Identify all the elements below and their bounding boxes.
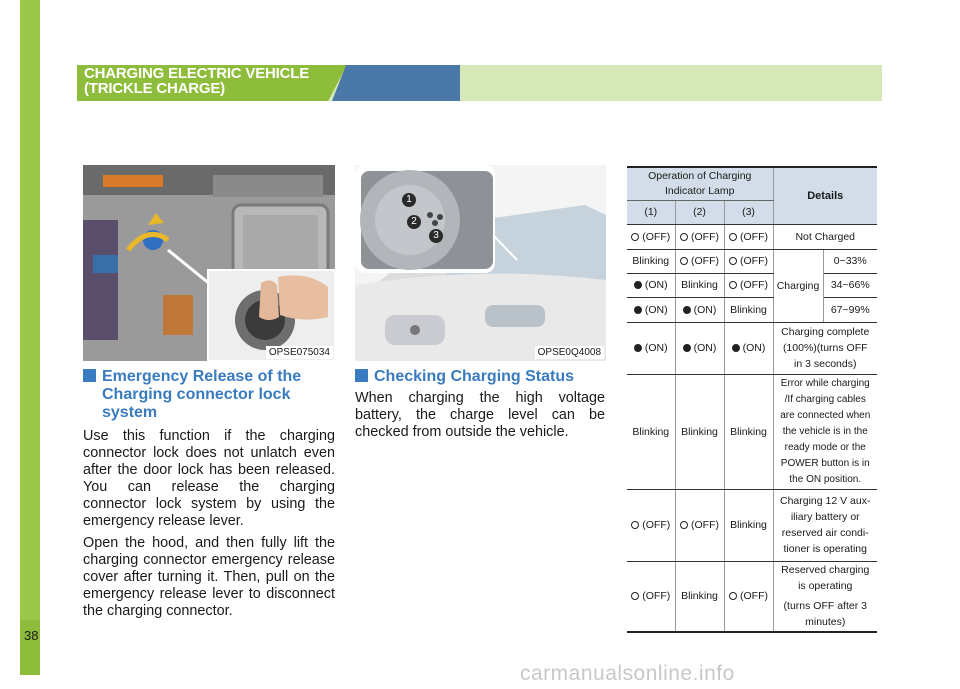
cell-pct-3: 67~99% (830, 303, 870, 316)
site-watermark: carmanualsonline.info (520, 662, 735, 685)
table-row-error (627, 374, 877, 489)
marker-2: 2 (407, 215, 421, 229)
cell-pct-2: 34~66% (824, 274, 878, 298)
charging-indicator-photo (355, 165, 606, 361)
cell-details: Reserved charging is operating (turns OFF after 3 minutes) (773, 561, 877, 632)
table-row-not-charged (627, 224, 877, 249)
emergency-release-illustration (83, 165, 335, 361)
off-indicator-icon (631, 592, 639, 600)
cell-lamp-off: (OFF) (675, 249, 724, 273)
on-indicator-icon (683, 306, 691, 314)
checking-status-body (355, 390, 605, 446)
off-indicator-icon (729, 257, 737, 265)
left-photo-caption: OPSE075034 (266, 346, 333, 359)
cell-lamp-blinking: Blinking (627, 249, 675, 273)
cell-lamp-on: (ON) (724, 322, 773, 374)
section-bullet-icon (83, 369, 96, 382)
cell-lamp-off: (OFF) (627, 561, 675, 632)
cell-lamp-blinking: Blinking (724, 298, 773, 322)
table-row-reserved (627, 561, 877, 632)
emergency-title-line3: system (102, 404, 158, 421)
off-indicator-icon (729, 281, 737, 289)
cell-lamp-blinking: Blinking (675, 374, 724, 489)
off-indicator-icon (729, 592, 737, 600)
cell-lamp-off: (OFF) (724, 561, 773, 632)
cell-charging-group (773, 249, 877, 322)
cell-lamp-on: (ON) (627, 273, 675, 297)
off-indicator-icon (680, 257, 688, 265)
checking-status-title (355, 368, 607, 386)
cell-charging-label: Charging (774, 250, 824, 322)
table-row-complete (627, 322, 877, 374)
emergency-release-photo (83, 165, 335, 361)
right-photo-caption: OPSE0Q4008 (535, 346, 604, 359)
emergency-release-body (83, 428, 335, 625)
cell-lamp-off: (OFF) (724, 273, 773, 297)
cell-lamp-off: (OFF) (675, 224, 724, 249)
cell-lamp-on: (ON) (675, 322, 724, 374)
checking-status-title-text: Checking Charging Status (374, 368, 575, 385)
cell-lamp-off: (OFF) (627, 489, 675, 561)
emergency-title-line2: Charging connector lock (102, 386, 291, 403)
cell-details: Charging complete (100%)(turns OFF in 3 seconds) (773, 322, 877, 374)
header-col-1: (1) (627, 200, 675, 224)
off-indicator-icon (631, 233, 639, 241)
cell-lamp-on: (ON) (627, 298, 675, 322)
on-indicator-icon (732, 344, 740, 352)
on-indicator-icon (634, 281, 642, 289)
page-sidebar (20, 0, 40, 675)
emergency-release-title (83, 368, 335, 422)
page-number: 38 (24, 628, 39, 643)
off-indicator-icon (631, 521, 639, 529)
table-row-charging-1 (627, 249, 877, 273)
car-front-illustration (355, 165, 606, 361)
cell-lamp-blinking: Blinking (724, 374, 773, 489)
emergency-title-line1: Emergency Release of the (102, 368, 302, 385)
cell-lamp-off: (OFF) (675, 489, 724, 561)
cell-lamp-blinking: Blinking (724, 489, 773, 561)
emergency-paragraph-1: Use this function if the charging connector lock does not unlatch even after the door lock has been released. You can release the charging connector lock system by using the emergency release lever. (83, 428, 335, 529)
header-blue-block (332, 65, 460, 101)
charging-indicator-table (627, 166, 877, 633)
marker-3: 3 (429, 229, 443, 243)
marker-1: 1 (402, 193, 416, 207)
cell-lamp-off: (OFF) (627, 224, 675, 249)
cell-details: Error while charging /If charging cables are connected when the vehicle is in the ready mode or the POWER button is in the ON position. (773, 374, 877, 489)
on-indicator-icon (683, 344, 691, 352)
cell-pct-1: 0~33% (824, 250, 878, 274)
off-indicator-icon (680, 521, 688, 529)
off-indicator-icon (729, 233, 737, 241)
cell-lamp-on: (ON) (675, 298, 724, 322)
header-title-line2: (TRICKLE CHARGE) (84, 80, 225, 97)
cell-lamp-blinking: Blinking (675, 561, 724, 632)
cell-lamp-blinking: Blinking (627, 374, 675, 489)
header-title-line1: CHARGING ELECTRIC VEHICLE (84, 65, 310, 82)
section-bullet-icon (355, 369, 368, 382)
off-indicator-icon (680, 233, 688, 241)
cell-lamp-blinking: Blinking (675, 273, 724, 297)
on-indicator-icon (634, 306, 642, 314)
header-col-3: (3) (724, 200, 773, 224)
cell-lamp-off: (OFF) (724, 224, 773, 249)
cell-details: Charging 12 V aux- iliary battery or reserved air condi- tioner is operating (773, 489, 877, 561)
cell-lamp-off: (OFF) (724, 249, 773, 273)
emergency-paragraph-2: Open the hood, and then fully lift the charging connector emergency release cover after turning it. Then, pull on the emergency release lever to disconnect the charging connector. (83, 535, 335, 619)
header-col-2: (2) (675, 200, 724, 224)
section-header-title (84, 66, 309, 96)
checking-status-paragraph: When charging the high voltage battery, the charge level can be checked from outside the vehicle. (355, 390, 605, 440)
header-operation: Operation of Charging Indicator Lamp (627, 167, 773, 200)
header-details: Details (773, 167, 877, 224)
on-indicator-icon (634, 344, 642, 352)
table-row-aux (627, 489, 877, 561)
cell-details: Not Charged (773, 224, 877, 249)
cell-lamp-on: (ON) (627, 322, 675, 374)
